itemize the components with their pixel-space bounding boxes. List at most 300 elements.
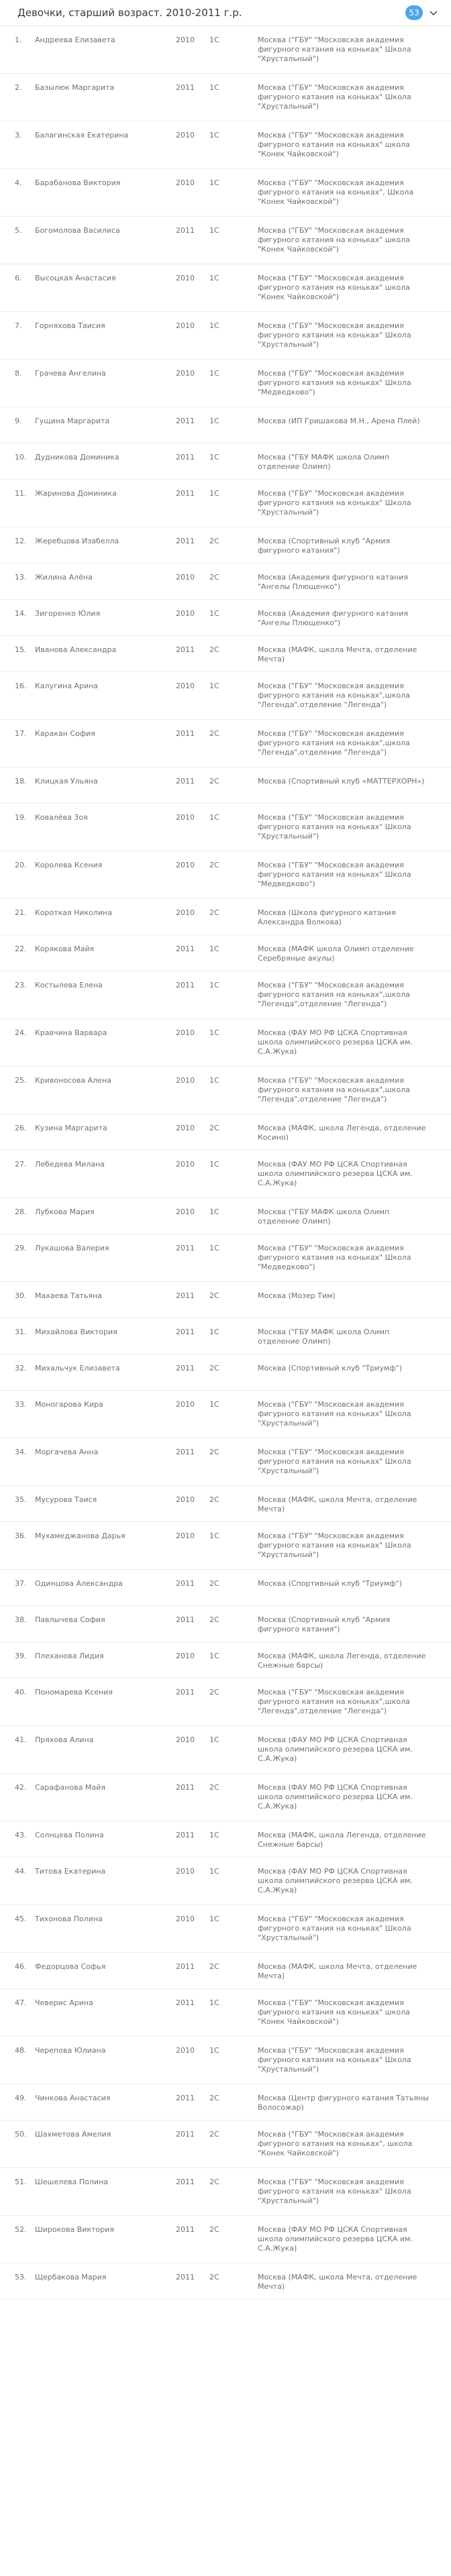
participant-name: Калугина Арина	[35, 682, 99, 690]
participant-name: Солнцева Полина	[35, 1831, 104, 1839]
list-item	[0, 899, 451, 935]
list-item	[0, 312, 451, 360]
sport-rank: 2С	[209, 908, 219, 917]
list-item	[0, 1198, 451, 1234]
participant-club: Москва (Академия фигурного катания "Ангелы Плющенко")	[258, 573, 409, 591]
birth-year: 2010	[176, 1028, 195, 1037]
participant-name: Кузина Маргарита	[35, 1124, 107, 1132]
sport-rank: 1С	[209, 36, 219, 44]
participant-club: Москва ("ГБУ" "Московская академия фигурного катания на коньках" Школа "Хрустальный")	[258, 1400, 411, 1428]
sport-rank: 2С	[209, 2225, 219, 2234]
list-item	[0, 1234, 451, 1282]
participant-name: Иванова Александра	[35, 645, 117, 654]
sport-rank: 1С	[209, 945, 219, 953]
participant-club: Москва ("ГБУ" "Московская академия фигурного катания на коньках" Школа "Хрустальный")	[258, 1532, 411, 1559]
participant-name: Махаева Татьяна	[35, 1291, 102, 1300]
participant-club: Москва (МАФК школа Олимп отделение Серебряные акулы)	[258, 945, 414, 963]
participant-club: Москва (МАФК, школа Мечта, отделение Мечта)	[258, 645, 417, 663]
participant-club: Москва ("ГБУ" "Московская академия фигурного катания на коньках" школа "Конек Чайковской")	[258, 226, 410, 254]
sport-rank: 2С	[209, 1688, 219, 1697]
sport-rank: 1С	[209, 226, 219, 235]
participants-list	[0, 26, 451, 2300]
participant-name: Горняхова Таисия	[35, 321, 105, 330]
list-item	[0, 74, 451, 121]
sport-rank: 1С	[209, 321, 219, 330]
participant-club: Москва (МАФК, школа Мечта, отделение Мечта)	[258, 1495, 417, 1513]
participant-club: Москва ("ГБУ" "Московская академия фигурного катания на коньках" Школа "Хрустальный")	[258, 2046, 411, 2074]
birth-year: 2011	[176, 777, 195, 786]
participant-number: 35.	[15, 1495, 27, 1504]
participant-club: Москва (ФАУ МО РФ ЦСКА Спортивная школа олимпийского резерва ЦСКА им. С.А.Жука)	[258, 1867, 413, 1894]
participant-name: Плеханова Лидия	[35, 1652, 104, 1660]
participant-name: Одинцова Александра	[35, 1579, 123, 1588]
participant-name: Шешелева Полина	[35, 2178, 108, 2186]
participant-name: Клицкая Ульяна	[35, 777, 98, 786]
birth-year: 2011	[176, 226, 195, 235]
birth-year: 2010	[176, 1867, 195, 1876]
sport-rank: 1С	[209, 1244, 219, 1252]
list-item	[0, 1989, 451, 2037]
header-controls	[405, 5, 439, 20]
sport-rank: 2С	[209, 2130, 219, 2139]
participant-club: Москва (Центр фигурного катания Татьяны Волосожар)	[258, 2094, 429, 2112]
participant-number: 50.	[15, 2130, 27, 2139]
participant-club: Москва ("ГБУ" "Московская академия фигурного катания на коньках" школа "Конек Чайковской")	[258, 274, 410, 301]
list-item	[0, 1726, 451, 1774]
participant-number: 42.	[15, 1783, 27, 1792]
birth-year: 2011	[176, 1831, 195, 1839]
participant-name: Богомолова Василиса	[35, 226, 120, 235]
participant-number: 39.	[15, 1652, 27, 1660]
participant-number: 4.	[15, 178, 22, 187]
participant-name: Андреева Елизавета	[35, 36, 115, 44]
list-item	[0, 1019, 451, 1067]
participant-club: Москва ("ГБУ" "Московская академия фигурного катания на коньках",школа "Легенда",отделение "Легенда")	[258, 1076, 410, 1104]
birth-year: 2011	[176, 1783, 195, 1792]
list-item	[0, 1905, 451, 1953]
sport-rank: 2С	[209, 1495, 219, 1504]
sport-rank: 1С	[209, 2046, 219, 2055]
participant-name: Моногарова Кира	[35, 1400, 103, 1409]
participant-name: Высоцкая Анастасия	[35, 274, 116, 282]
birth-year: 2010	[176, 1076, 195, 1085]
participant-number: 43.	[15, 1831, 27, 1839]
participant-number: 26.	[15, 1124, 27, 1132]
birth-year: 2010	[176, 1652, 195, 1660]
birth-year: 2011	[176, 2130, 195, 2139]
participant-name: Федорцова Софья	[35, 1962, 106, 1971]
participant-number: 18.	[15, 777, 27, 786]
list-item	[0, 1282, 451, 1318]
participant-number: 37.	[15, 1579, 27, 1588]
sport-rank: 1С	[209, 1831, 219, 1839]
sport-rank: 1С	[209, 609, 219, 618]
participant-name: Мухамеджанова Дарья	[35, 1532, 126, 1540]
participant-number: 13.	[15, 573, 27, 582]
sport-rank: 1С	[209, 1160, 219, 1169]
participant-number: 41.	[15, 1735, 27, 1744]
list-item	[0, 169, 451, 217]
list-item	[0, 121, 451, 169]
participant-number: 23.	[15, 981, 27, 989]
participant-number: 21.	[15, 908, 27, 917]
participant-club: Москва (Спортивный клуб "Триумф")	[258, 1579, 403, 1588]
participant-club: Москва (ФАУ МО РФ ЦСКА Спортивная школа олимпийского резерва ЦСКА им. С.А.Жука)	[258, 1783, 413, 1811]
sport-rank: 1С	[209, 83, 219, 92]
participant-name: Зигоренко Юлия	[35, 609, 101, 618]
sport-rank: 1С	[209, 274, 219, 282]
list-item	[0, 217, 451, 264]
participant-number: 15.	[15, 645, 27, 654]
participant-name: Кривоносова Алена	[35, 1076, 111, 1085]
birth-year: 2011	[176, 1688, 195, 1697]
chevron-down-icon[interactable]	[428, 7, 439, 18]
participant-number: 34.	[15, 1448, 27, 1456]
birth-year: 2010	[176, 1915, 195, 1923]
participant-club: Москва ("ГБУ" "Московская академия фигурного катания на коньках" Школа "Хрустальный")	[258, 321, 411, 349]
participant-number: 17.	[15, 729, 27, 738]
participant-club: Москва (ФАУ МО РФ ЦСКА Спортивная школа олимпийского резерва ЦСКА им. С.А.Жука)	[258, 1160, 413, 1187]
participant-number: 20.	[15, 861, 27, 869]
participant-club: Москва ("ГБУ" "Московская академия фигурного катания на коньках" Школа "Медведково")	[258, 369, 411, 396]
list-item	[0, 527, 451, 564]
list-item	[0, 264, 451, 312]
birth-year: 2011	[176, 1328, 195, 1336]
sport-rank: 1С	[209, 1867, 219, 1876]
participant-number: 29.	[15, 1244, 27, 1252]
sport-rank: 2С	[209, 1448, 219, 1456]
participant-name: Тихонова Полина	[35, 1915, 103, 1923]
sport-rank: 2С	[209, 573, 219, 582]
participant-number: 44.	[15, 1867, 27, 1876]
birth-year: 2011	[176, 981, 195, 989]
sport-rank: 1С	[209, 1208, 219, 1216]
sport-rank: 1С	[209, 1915, 219, 1923]
participant-name: Короткая Николина	[35, 908, 113, 917]
participant-name: Павлычева София	[35, 1615, 105, 1624]
sport-rank: 2С	[209, 645, 219, 654]
participant-number: 8.	[15, 369, 22, 378]
list-item	[0, 1391, 451, 1438]
participant-name: Барабанова Виктория	[35, 178, 121, 187]
count-badge: 53	[405, 5, 423, 20]
participant-club: Москва ("ГБУ" "Московская академия фигурного катания на коньках" Школа "Хрустальный")	[258, 83, 411, 111]
list-item	[0, 1318, 451, 1354]
birth-year: 2011	[176, 2178, 195, 2186]
sport-rank: 2С	[209, 2178, 219, 2186]
sport-rank: 2С	[209, 861, 219, 869]
birth-year: 2010	[176, 274, 195, 282]
birth-year: 2010	[176, 1735, 195, 1744]
list-item	[0, 1821, 451, 1858]
birth-year: 2011	[176, 729, 195, 738]
participant-name: Мусурова Таися	[35, 1495, 97, 1504]
birth-year: 2010	[176, 813, 195, 822]
participant-club: Москва ("ГБУ МАФК школа Олимп отделение Олимп)	[258, 1328, 390, 1346]
participant-number: 31.	[15, 1328, 27, 1336]
birth-year: 2011	[176, 489, 195, 498]
birth-year: 2011	[176, 537, 195, 545]
list-item	[0, 804, 451, 851]
participant-club: Москва (Мозер Тим)	[258, 1291, 336, 1300]
participant-number: 9.	[15, 417, 22, 425]
participant-number: 25.	[15, 1076, 27, 1085]
list-item	[0, 26, 451, 74]
participant-name: Корякова Майя	[35, 945, 95, 953]
list-item	[0, 407, 451, 443]
birth-year: 2010	[176, 131, 195, 140]
participant-number: 7.	[15, 321, 22, 330]
participant-name: Королева Ксения	[35, 861, 103, 869]
participant-number: 16.	[15, 682, 27, 690]
participant-name: Каракан София	[35, 729, 95, 738]
list-item	[0, 2216, 451, 2263]
list-item	[0, 935, 451, 971]
birth-year: 2010	[176, 1495, 195, 1504]
participant-club: Москва (МАФК, школа Легенда, отделение Косино)	[258, 1124, 426, 1142]
group-title: Девочки, старший возраст. 2010-2011 г.р.	[17, 7, 242, 19]
sport-rank: 1С	[209, 1076, 219, 1085]
participant-number: 12.	[15, 537, 27, 545]
participant-club: Москва ("ГБУ" "Московская академия фигурного катания на коньках",школа "Легенда",отделение "Легенда")	[258, 729, 410, 757]
birth-year: 2011	[176, 945, 195, 953]
sport-rank: 1С	[209, 1998, 219, 2007]
participant-name: Грачева Ангелина	[35, 369, 106, 378]
participant-number: 6.	[15, 274, 22, 282]
list-item	[0, 1570, 451, 1606]
list-item	[0, 1858, 451, 1905]
sport-rank: 2С	[209, 2094, 219, 2102]
sport-rank: 2С	[209, 1962, 219, 1971]
sport-rank: 1С	[209, 813, 219, 822]
participant-number: 49.	[15, 2094, 27, 2102]
participant-club: Москва ("ГБУ" "Московская академия фигурного катания на коньках", Школа "Конек Чайковской")	[258, 178, 414, 206]
participant-number: 14.	[15, 609, 27, 618]
participant-name: Широкова Виктория	[35, 2225, 114, 2234]
participant-name: Михайлова Виктория	[35, 1328, 117, 1336]
participant-name: Лубкова Мария	[35, 1208, 95, 1216]
participant-club: Москва ("ГБУ" "Московская академия фигурного катания на коньках" Школа "Хрустальный")	[258, 1915, 411, 1942]
participant-name: Пряхова Алина	[35, 1735, 94, 1744]
sport-rank: 2С	[209, 777, 219, 786]
sport-rank: 2С	[209, 1783, 219, 1792]
participant-club: Москва (Спортивный клуб "Триумф")	[258, 1364, 403, 1373]
list-item	[0, 1438, 451, 1486]
birth-year: 2011	[176, 2094, 195, 2102]
participant-club: Москва ("ГБУ" "Московская академия фигурного катания на коньках" Школа "Медведково")	[258, 1244, 411, 1271]
participant-club: Москва ("ГБУ" "Московская академия фигурного катания на коньках",школа "Легенда",отделение "Легенда")	[258, 981, 410, 1008]
participant-club: Москва ("ГБУ" "Московская академия фигурного катания на коньках" Школа "Хрустальный")	[258, 2178, 411, 2205]
participant-name: Лебедева Милана	[35, 1160, 105, 1169]
birth-year: 2011	[176, 83, 195, 92]
participant-number: 1.	[15, 36, 22, 44]
birth-year: 2011	[176, 1962, 195, 1971]
birth-year: 2011	[176, 1364, 195, 1373]
participant-name: Жаринова Доминика	[35, 489, 117, 498]
list-item	[0, 2263, 451, 2300]
participant-club: Москва ("ГБУ" "Московская академия фигурного катания на коньках" школа "Конек Чайковской")	[258, 1998, 410, 2026]
list-item	[0, 2121, 451, 2168]
participant-club: Москва (МАФК, школа Легенда, отделение Снежные барсы)	[258, 1652, 426, 1670]
list-item	[0, 480, 451, 527]
birth-year: 2011	[176, 1448, 195, 1456]
participant-club: Москва (ФАУ МО РФ ЦСКА Спортивная школа олимпийского резерва ЦСКА им. С.А.Жука)	[258, 2225, 413, 2253]
birth-year: 2011	[176, 645, 195, 654]
participant-number: 5.	[15, 226, 22, 235]
participant-number: 30.	[15, 1291, 27, 1300]
list-item	[0, 443, 451, 480]
sport-rank: 1С	[209, 178, 219, 187]
participant-number: 51.	[15, 2178, 27, 2186]
birth-year: 2011	[176, 417, 195, 425]
participant-number: 27.	[15, 1160, 27, 1169]
list-item	[0, 720, 451, 767]
participant-name: Базылюк Маргарита	[35, 83, 115, 92]
list-item	[0, 564, 451, 600]
list-item	[0, 1678, 451, 1726]
participant-club: Москва (МАФК, школа Легенда, отделение Снежные барсы)	[258, 1831, 426, 1849]
list-item	[0, 1642, 451, 1678]
participant-club: Москва (ФАУ МО РФ ЦСКА Спортивная школа олимпийского резерва ЦСКА им. С.А.Жука)	[258, 1735, 413, 1763]
list-item	[0, 1606, 451, 1642]
participant-name: Чинкова Анастасия	[35, 2094, 111, 2102]
list-item	[0, 1114, 451, 1150]
sport-rank: 1С	[209, 369, 219, 378]
sport-rank: 1С	[209, 131, 219, 140]
participant-club: Москва (ФАУ МО РФ ЦСКА Спортивная школа олимпийского резерва ЦСКА им. С.А.Жука)	[258, 1028, 413, 1056]
participant-number: 28.	[15, 1208, 27, 1216]
sport-rank: 1С	[209, 1400, 219, 1409]
list-item	[0, 2037, 451, 2084]
birth-year: 2010	[176, 908, 195, 917]
participant-name: Жеребцова Изабелла	[35, 537, 119, 545]
list-item	[0, 1486, 451, 1522]
birth-year: 2010	[176, 36, 195, 44]
participant-name: Михальчук Елизавета	[35, 1364, 120, 1373]
participant-club: Москва (Спортивный клуб "Армия фигурного катания")	[258, 537, 391, 555]
participant-name: Ковалёва Зоя	[35, 813, 88, 822]
participant-number: 10.	[15, 453, 27, 462]
sport-rank: 1С	[209, 1328, 219, 1336]
participant-name: Кравчина Варвара	[35, 1028, 107, 1037]
participant-name: Щербакова Мария	[35, 2273, 107, 2282]
list-item	[0, 971, 451, 1019]
birth-year: 2010	[176, 609, 195, 618]
participant-club: Москва ("ГБУ" "Московская академия фигурного катания на коньках",школа "Легенда",отделение "Легенда")	[258, 1688, 410, 1715]
participant-name: Жилина Алёна	[35, 573, 93, 582]
participant-club: Москва ("ГБУ" "Московская академия фигурного катания на коньках" Школа "Хрустальный")	[258, 489, 411, 517]
sport-rank: 1С	[209, 417, 219, 425]
participant-number: 36.	[15, 1532, 27, 1540]
participant-name: Костылева Елена	[35, 981, 103, 989]
participant-number: 2.	[15, 83, 22, 92]
participant-club: Москва (МАФК, школа Мечта, отделение Мечта)	[258, 2273, 417, 2291]
sport-rank: 1С	[209, 489, 219, 498]
sport-rank: 2С	[209, 1291, 219, 1300]
birth-year: 2010	[176, 682, 195, 690]
birth-year: 2010	[176, 1532, 195, 1540]
participant-number: 32.	[15, 1364, 27, 1373]
list-item	[0, 1522, 451, 1570]
participant-number: 40.	[15, 1688, 27, 1697]
birth-year: 2011	[176, 453, 195, 462]
participant-number: 3.	[15, 131, 22, 140]
birth-year: 2011	[176, 1615, 195, 1624]
sport-rank: 1С	[209, 1735, 219, 1744]
participant-club: Москва ("ГБУ" "Московская академия фигурного катания на коньках", школа "Конек Чайковской")	[258, 2130, 413, 2157]
birth-year: 2010	[176, 861, 195, 869]
participant-name: Гущина Маргарита	[35, 417, 110, 425]
birth-year: 2010	[176, 1160, 195, 1169]
group-header[interactable]	[0, 0, 451, 26]
birth-year: 2011	[176, 1998, 195, 2007]
participant-name: Пономарева Ксения	[35, 1688, 113, 1697]
participant-name: Балагинская Екатерина	[35, 131, 129, 140]
participant-number: 52.	[15, 2225, 27, 2234]
participant-number: 24.	[15, 1028, 27, 1037]
participant-name: Шахметова Амелия	[35, 2130, 111, 2139]
sport-rank: 1С	[209, 682, 219, 690]
participant-name: Титова Екатерина	[35, 1867, 106, 1876]
list-item	[0, 1067, 451, 1114]
list-item	[0, 360, 451, 407]
sport-rank: 1С	[209, 1028, 219, 1037]
sport-rank: 1С	[209, 453, 219, 462]
birth-year: 2010	[176, 178, 195, 187]
participant-name: Черепова Юлиана	[35, 2046, 106, 2055]
participant-club: Москва (Спортивный клуб "Армия фигурного катания")	[258, 1615, 391, 1633]
participant-club: Москва ("ГБУ" "Московская академия фигурного катания на коньках" Школа "Медведково")	[258, 861, 411, 888]
sport-rank: 2С	[209, 1364, 219, 1373]
participant-club: Москва ("ГБУ" "Московская академия фигурного катания на коньках" Школа "Хрустальный")	[258, 813, 411, 841]
participant-club: Москва (Школа фигурного катания Александра Волкова)	[258, 908, 396, 926]
participant-number: 19.	[15, 813, 27, 822]
participant-number: 45.	[15, 1915, 27, 1923]
sport-rank: 2С	[209, 1579, 219, 1588]
participant-name: Чеверис Арина	[35, 1998, 93, 2007]
sport-rank: 1С	[209, 981, 219, 989]
list-item	[0, 767, 451, 804]
birth-year: 2010	[176, 369, 195, 378]
birth-year: 2010	[176, 2046, 195, 2055]
list-item	[0, 2168, 451, 2216]
participant-club: Москва ("ГБУ" "Московская академия фигурного катания на коньках" школа "Конек Чайковской")	[258, 131, 410, 158]
participant-name: Дудникова Доминика	[35, 453, 119, 462]
sport-rank: 2С	[209, 1124, 219, 1132]
sport-rank: 2С	[209, 2273, 219, 2282]
sport-rank: 2С	[209, 537, 219, 545]
participant-club: Москва (МАФК, школа Мечта, отделение Мечта)	[258, 1962, 417, 1980]
sport-rank: 2С	[209, 1615, 219, 1624]
birth-year: 2010	[176, 321, 195, 330]
birth-year: 2010	[176, 1124, 195, 1132]
participant-name: Моргачева Анна	[35, 1448, 99, 1456]
birth-year: 2011	[176, 1244, 195, 1252]
participant-name: Лукашова Валерия	[35, 1244, 109, 1252]
sport-rank: 1С	[209, 1652, 219, 1660]
list-item	[0, 672, 451, 720]
list-item	[0, 1150, 451, 1198]
participant-number: 48.	[15, 2046, 27, 2055]
participant-club: Москва ("ГБУ МАФК школа Олимп отделение Олимп)	[258, 1208, 390, 1226]
list-item	[0, 2084, 451, 2121]
sport-rank: 2С	[209, 729, 219, 738]
list-item	[0, 636, 451, 672]
participant-number: 33.	[15, 1400, 27, 1409]
participant-number: 46.	[15, 1962, 27, 1971]
list-item	[0, 600, 451, 636]
participant-club: Москва ("ГБУ" "Московская академия фигурного катания на коньках",школа "Легенда",отделение "Легенда")	[258, 682, 410, 709]
